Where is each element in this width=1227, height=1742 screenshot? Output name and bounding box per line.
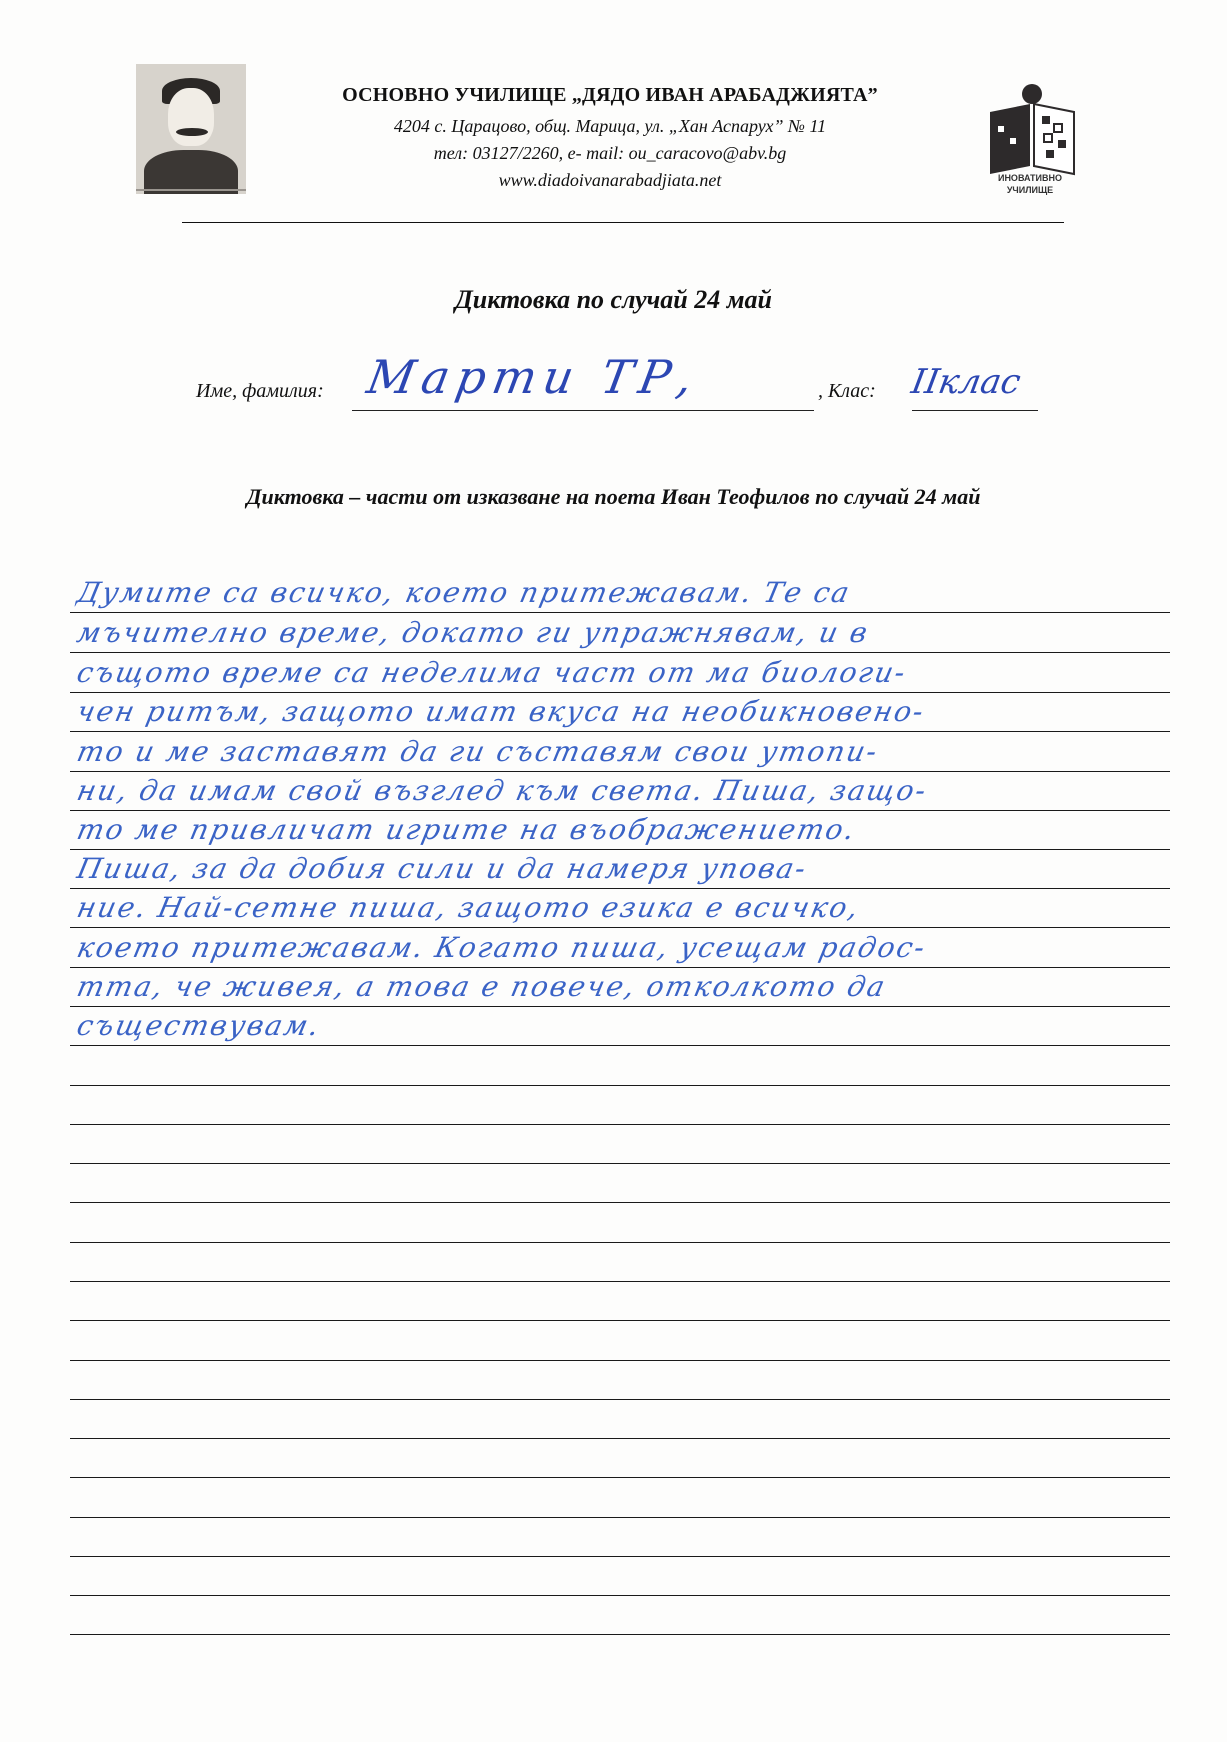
handwritten-line: то и ме заставят да ги съставям свои утопи- <box>74 735 882 768</box>
writing-rule <box>70 1281 1170 1282</box>
writing-rule <box>70 888 1170 889</box>
handwritten-line: чен ритъм, защото имат вкуса на необикновено- <box>74 695 929 728</box>
handwritten-line: ние. Най-сетне пиша, защото езика е всичко, <box>74 891 863 924</box>
name-field[interactable]: Марти ТР, <box>363 350 704 404</box>
writing-rule <box>70 1360 1170 1361</box>
writing-rule <box>70 1477 1170 1478</box>
handwritten-line: Думите са всичко, което притежавам. Те са <box>74 576 854 609</box>
school-name: ОСНОВНО УЧИЛИЩЕ „ДЯДО ИВАН АРАБАДЖИЯТА” <box>342 84 878 106</box>
writing-rule <box>70 849 1170 850</box>
writing-rule <box>70 731 1170 732</box>
handwritten-line: мъчително време, докато ги упражнявам, и в <box>74 616 873 649</box>
handwritten-line: което притежавам. Когато пиша, усещам радос- <box>74 931 930 964</box>
writing-rule <box>70 1163 1170 1164</box>
writing-rule <box>70 771 1170 772</box>
handwritten-line: съществувам. <box>74 1009 324 1042</box>
writing-rule <box>70 810 1170 811</box>
writing-rule <box>70 1438 1170 1439</box>
writing-rule <box>70 1320 1170 1321</box>
school-contacts: тел: 03127/2260, e- mail: ou_caracovo@abv.bg <box>433 143 787 163</box>
handwritten-line: тта, че живея, а това е повече, отколкото да <box>74 970 890 1003</box>
writing-rule <box>70 1202 1170 1203</box>
page-title: Диктовка по случай 24 май <box>454 285 772 314</box>
logo-caption: ИНОВАТИВНО УЧИЛИЩЕ <box>997 173 1063 195</box>
writing-rule <box>70 1595 1170 1596</box>
class-label: , Клас: <box>818 380 876 402</box>
school-address: 4204 с. Царацово, общ. Марица, ул. „Хан Аспарух” № 11 <box>393 116 827 136</box>
writing-rule <box>70 692 1170 693</box>
handwritten-line: то ме привличат игрите на въображението. <box>74 813 860 846</box>
handwritten-line: ни, да имам свой възглед към света. Пиша, защо- <box>74 774 931 807</box>
writing-rule <box>70 1517 1170 1518</box>
writing-rule <box>70 1242 1170 1243</box>
writing-rule <box>70 1556 1170 1557</box>
writing-rule <box>70 652 1170 653</box>
writing-rule <box>70 1399 1170 1400</box>
name-label: Име, фамилия: <box>196 380 324 402</box>
writing-rule <box>70 1045 1170 1046</box>
school-website: www.diadoivanarabadjiata.net <box>498 170 722 190</box>
writing-rule <box>70 612 1170 613</box>
writing-rule <box>70 927 1170 928</box>
handwritten-line: Пиша, за да добия сили и да намеря упова- <box>74 852 811 885</box>
writing-rule <box>70 967 1170 968</box>
handwritten-line: същото време са неделима част от ма биологи- <box>74 656 910 689</box>
writing-rule <box>70 1085 1170 1086</box>
dictation-subtitle: Диктовка – части от изказване на поета Иван Теофилов по случай 24 май <box>246 484 981 509</box>
writing-rule <box>70 1006 1170 1007</box>
writing-rule <box>70 1634 1170 1635</box>
class-field[interactable]: IIклас <box>908 362 1024 402</box>
writing-rule <box>70 1124 1170 1125</box>
